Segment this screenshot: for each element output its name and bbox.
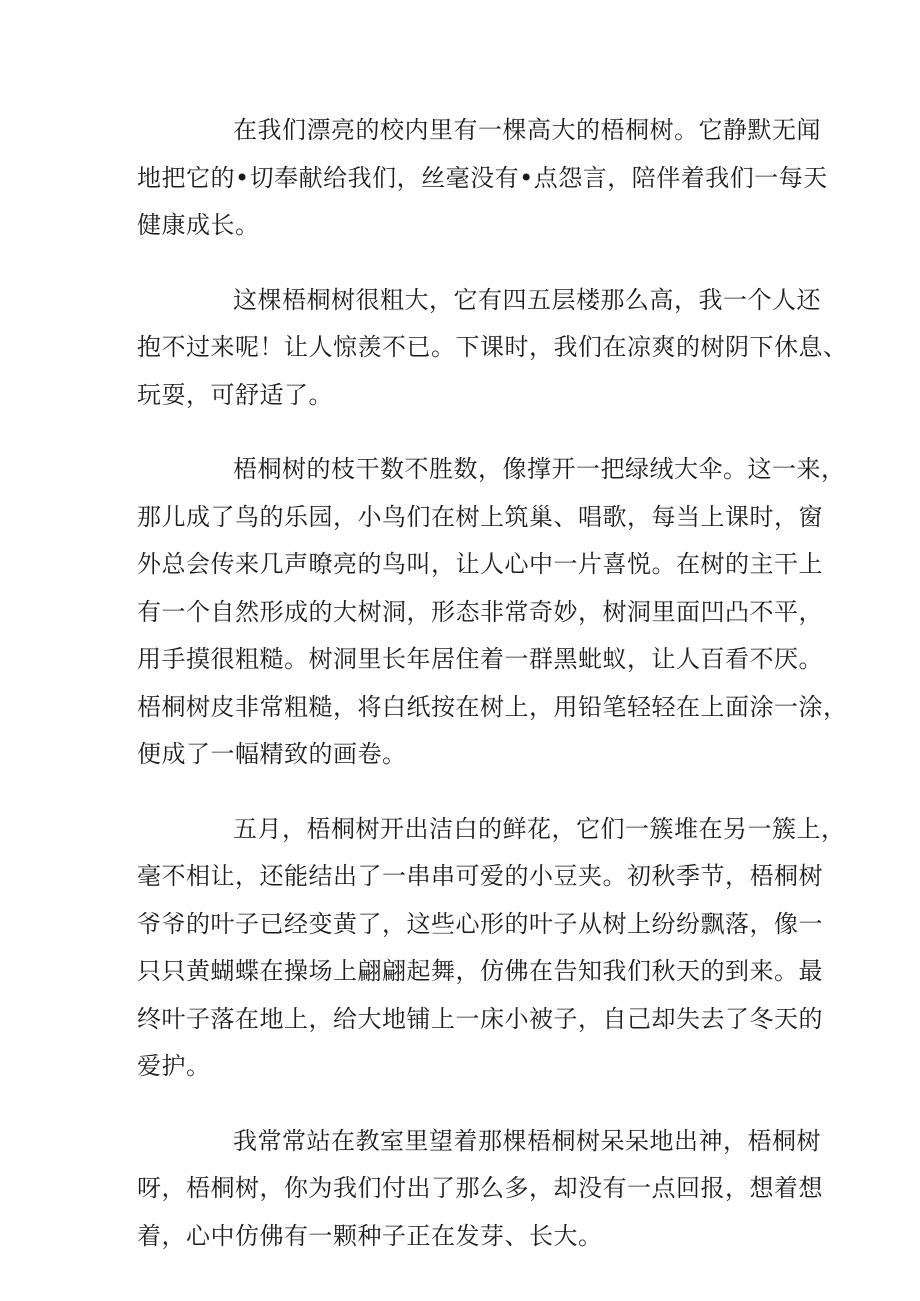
paragraph-4-line-5: 终叶子落在地上，给大地铺上一床小被子，自己却失去了冬天的 — [137, 1004, 823, 1033]
paragraph-3-line-3: 外总会传来几声暸亮的鸟叫，让人心中一片喜悦。在树的主干上 — [137, 550, 823, 578]
paragraph-1-line-3: 健康成长。 — [137, 211, 260, 239]
paragraph-1-line-2: 地把它的•切奉献给我们，丝毫没有•点怨言，陪伴着我们一每天 — [137, 163, 828, 192]
paragraph-5-line-3: 着，心中仿佛有一颗种子正在发芽、长大。 — [137, 1221, 603, 1250]
text-column — [137, 107, 848, 1287]
paragraph-3-line-2: 那儿成了鸟的乐园，小鸟们在树上筑巢、唱歌，每当上课时，窗 — [137, 502, 823, 531]
paragraph-3 — [137, 446, 848, 779]
paragraph-4-line-2: 毫不相让，还能结出了一串串可爱的小豆夹。初秋季节，梧桐树 — [137, 862, 823, 890]
paragraph-2-line-1: 这棵梧桐树很粗大，它有四五层楼那么高，我一个人还 — [233, 285, 821, 314]
paragraph-5-line-1: 我常常站在教室里望着那棵梧桐树呆呆地出神，梧桐树 — [233, 1126, 821, 1155]
paragraph-1 — [137, 107, 828, 250]
paragraph-3-line-4: 有一个自然形成的大树洞，形态非常奇妙，树洞里面凹凸不平， — [137, 597, 823, 626]
paragraph-1-line-1: 在我们漂亮的校内里有一棵高大的梧桐树。它静默无闻 — [233, 116, 821, 144]
paragraph-2-line-3: 玩耍，可舒适了。 — [137, 380, 333, 409]
paragraph-4-line-3: 爷爷的叶子已经变黄了，这些心形的叶子从树上纷纷飘落，像一 — [137, 909, 823, 938]
paragraph-4-line-4: 只只黄蝴蝶在操场上翩翩起舞，仿佛在告知我们秋天的到来。最 — [137, 957, 823, 985]
paragraph-4-line-6: 爱护。 — [137, 1052, 211, 1080]
paragraph-3-line-6: 梧桐树皮非常粗糙，将白纸按在树上，用铅笔轻轻在上面涂一涂， — [137, 692, 848, 721]
paragraph-2-line-2: 抱不过来呢！让人惊羡不已。下课时，我们在凉爽的树阴下休息、 — [137, 333, 848, 361]
paragraph-3-line-7: 便成了一幅精致的画卷。 — [137, 740, 407, 768]
paragraph-3-line-1: 梧桐树的枝干数不胜数，像撑开一把绿绒大伞。这一来， — [233, 455, 846, 483]
paragraph-5-line-2: 呀，梧桐树，你为我们付出了那么多，却没有一点回报，想着想 — [137, 1174, 823, 1202]
paragraph-4-line-1: 五月，梧桐树开出洁白的鲜花，它们一簇堆在另一簇上， — [233, 814, 846, 843]
paragraph-3-line-5: 用手摸很粗糙。树洞里长年居住着一群黑蚍蚁，让人百看不厌。 — [137, 645, 823, 673]
paragraph-2 — [137, 277, 848, 420]
paragraph-4 — [137, 806, 846, 1091]
paragraph-5 — [137, 1118, 823, 1261]
